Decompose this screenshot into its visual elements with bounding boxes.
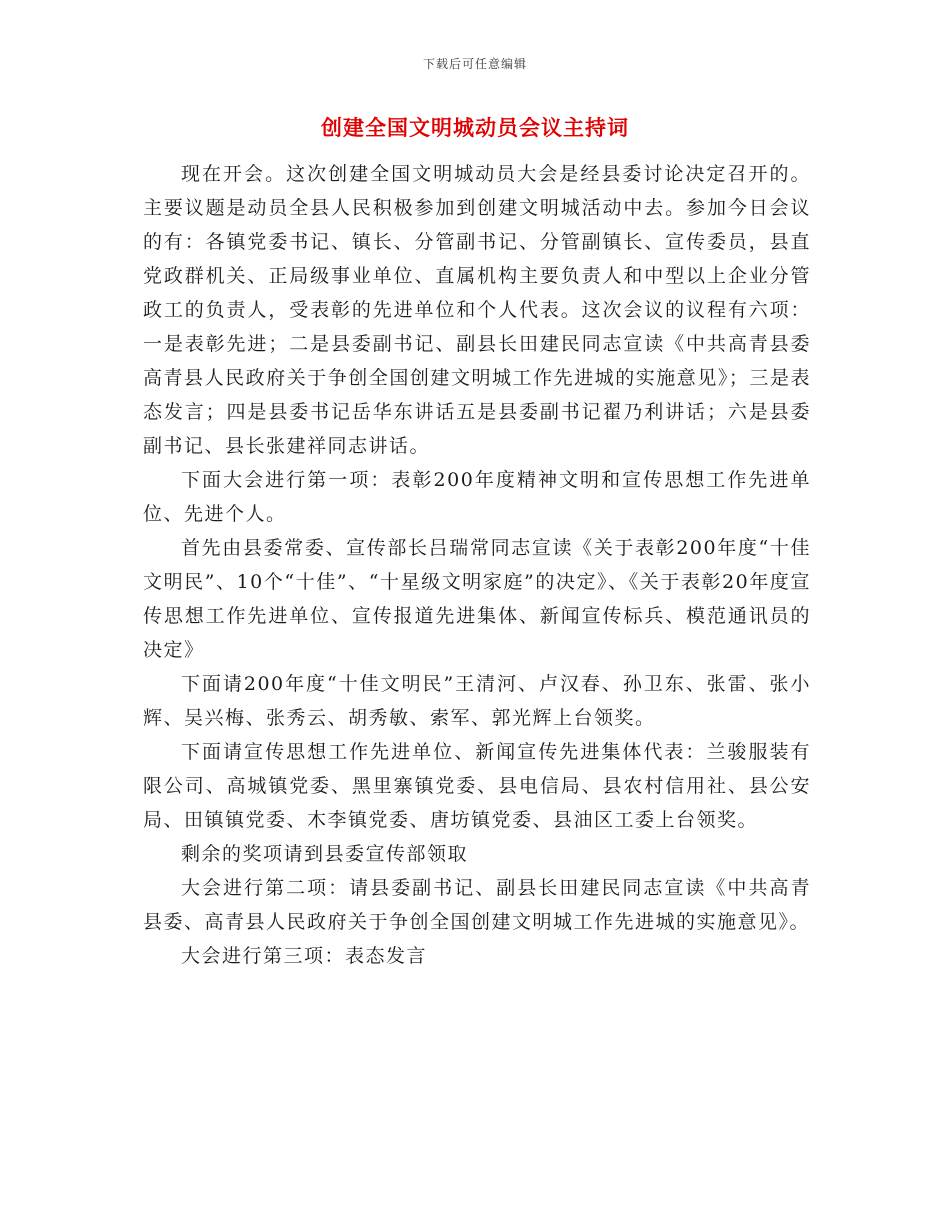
paragraph-announcement: 首先由县委常委、宣传部长吕瑞常同志宣读《关于表彰200年度“十佳文明民”、10个“十佳”、“十星级文明家庭”的决定》、《关于表彰20年度宣传思想工作先进单位、宣传报道先进集体、新闻宣传标兵、模范通讯员的决定》 [143,537,811,661]
header-note: 下载后可任意编辑 [422,57,527,71]
paragraph-unit-awards: 下面请宣传思想工作先进单位、新闻宣传先进集体代表：兰骏服装有限公司、高城镇党委、黑里寨镇党委、县电信局、县农村信用社、县公安局、田镇镇党委、木李镇党委、唐坊镇党委、县油区工委上台领奖。 [143,741,811,831]
paragraph-item-two: 大会进行第二项：请县委副书记、副县长田建民同志宣读《中共高青县委、高青县人民政府关于争创全国创建文明城工作先进城的实施意见》。 [143,877,811,933]
document-title: 创建全国文明城动员会议主持词 [321,115,629,140]
paragraph-individual-awards: 下面请200年度“十佳文明民”王清河、卢汉春、孙卫东、张雷、张小辉、吴兴梅、张秀云、胡秀敏、索军、郭光辉上台领奖。 [143,673,811,729]
document-body [143,157,811,973]
paragraph-item-three: 大会进行第三项：表态发言 [181,945,428,967]
paragraph-remaining-awards: 剩余的奖项请到县委宣传部领取 [181,843,469,865]
paragraph-item-one: 下面大会进行第一项：表彰200年度精神文明和宣传思想工作先进单位、先进个人。 [143,469,811,525]
paragraph-opening: 现在开会。这次创建全国文明城动员大会是经县委讨论决定召开的。主要议题是动员全县人民积极参加到创建文明城活动中去。参加今日会议的有：各镇党委书记、镇长、分管副书记、分管副镇长、宣传委员，县直党政群机关、正局级事业单位、直属机构主要负责人和中型以上企业分管政工的负责人，受表彰的先进单位和个人代表。这次会议的议程有六项：一是表彰先进；二是县委副书记、副县长田建民同志宣读《中共高青县委高青县人民政府关于争创全国创建文明城工作先进城的实施意见》；三是表态发言；四是县委书记岳华东讲话五是县委副书记翟乃利讲话；六是县委副书记、县长张建祥同志讲话。 [143,163,811,457]
